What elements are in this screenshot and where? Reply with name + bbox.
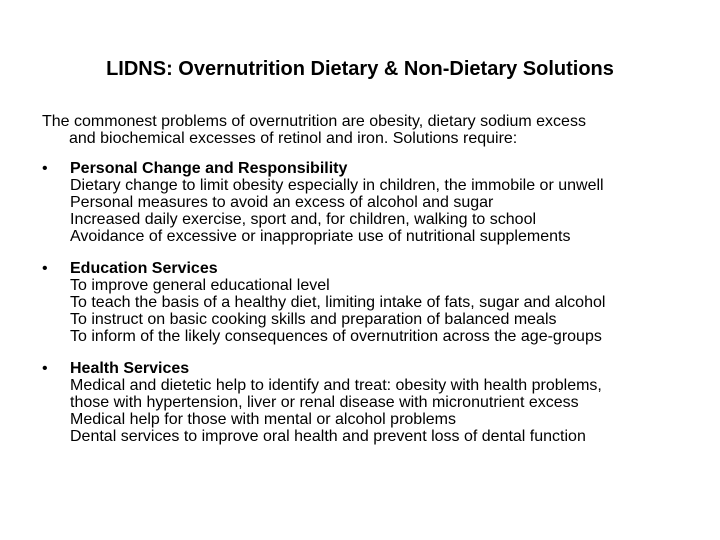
bullet-icon: • <box>42 160 48 177</box>
section-line: Increased daily exercise, sport and, for children, walking to school <box>70 211 537 228</box>
section-line: Dietary change to limit obesity especially in children, the immobile or unwell <box>70 177 604 194</box>
section-body <box>70 360 710 445</box>
section-line: Medical and dietetic help to identify and treat: obesity with health problems, <box>70 377 602 394</box>
section-line: Dental services to improve oral health and prevent loss of dental function <box>70 428 586 445</box>
section-line: Avoidance of excessive or inappropriate use of nutritional supplements <box>70 228 571 245</box>
section-body <box>70 260 710 345</box>
section-line: To instruct on basic cooking skills and preparation of balanced meals <box>70 311 557 328</box>
section-heading: Personal Change and Responsibility <box>70 160 348 177</box>
intro-line: and biochemical excesses of retinol and iron. Solutions require: <box>69 130 518 147</box>
section-line: Personal measures to avoid an excess of alcohol and sugar <box>70 194 494 211</box>
slide-title: LIDNS: Overnutrition Dietary & Non-Dietary Solutions <box>106 58 614 80</box>
section-heading: Education Services <box>70 260 218 277</box>
section-heading: Health Services <box>70 360 190 377</box>
section-line: those with hypertension, liver or renal disease with micronutrient excess <box>70 394 579 411</box>
intro-paragraph <box>42 113 702 147</box>
intro-line: The commonest problems of overnutrition are obesity, dietary sodium excess <box>42 113 586 130</box>
bullet-icon: • <box>42 260 48 277</box>
bullet-icon: • <box>42 360 48 377</box>
section-body <box>70 160 710 245</box>
section-line: To inform of the likely consequences of overnutrition across the age-groups <box>70 328 602 345</box>
section-line: Medical help for those with mental or alcohol problems <box>70 411 456 428</box>
section-line: To teach the basis of a healthy diet, limiting intake of fats, sugar and alcohol <box>70 294 606 311</box>
section-line: To improve general educational level <box>70 277 330 294</box>
